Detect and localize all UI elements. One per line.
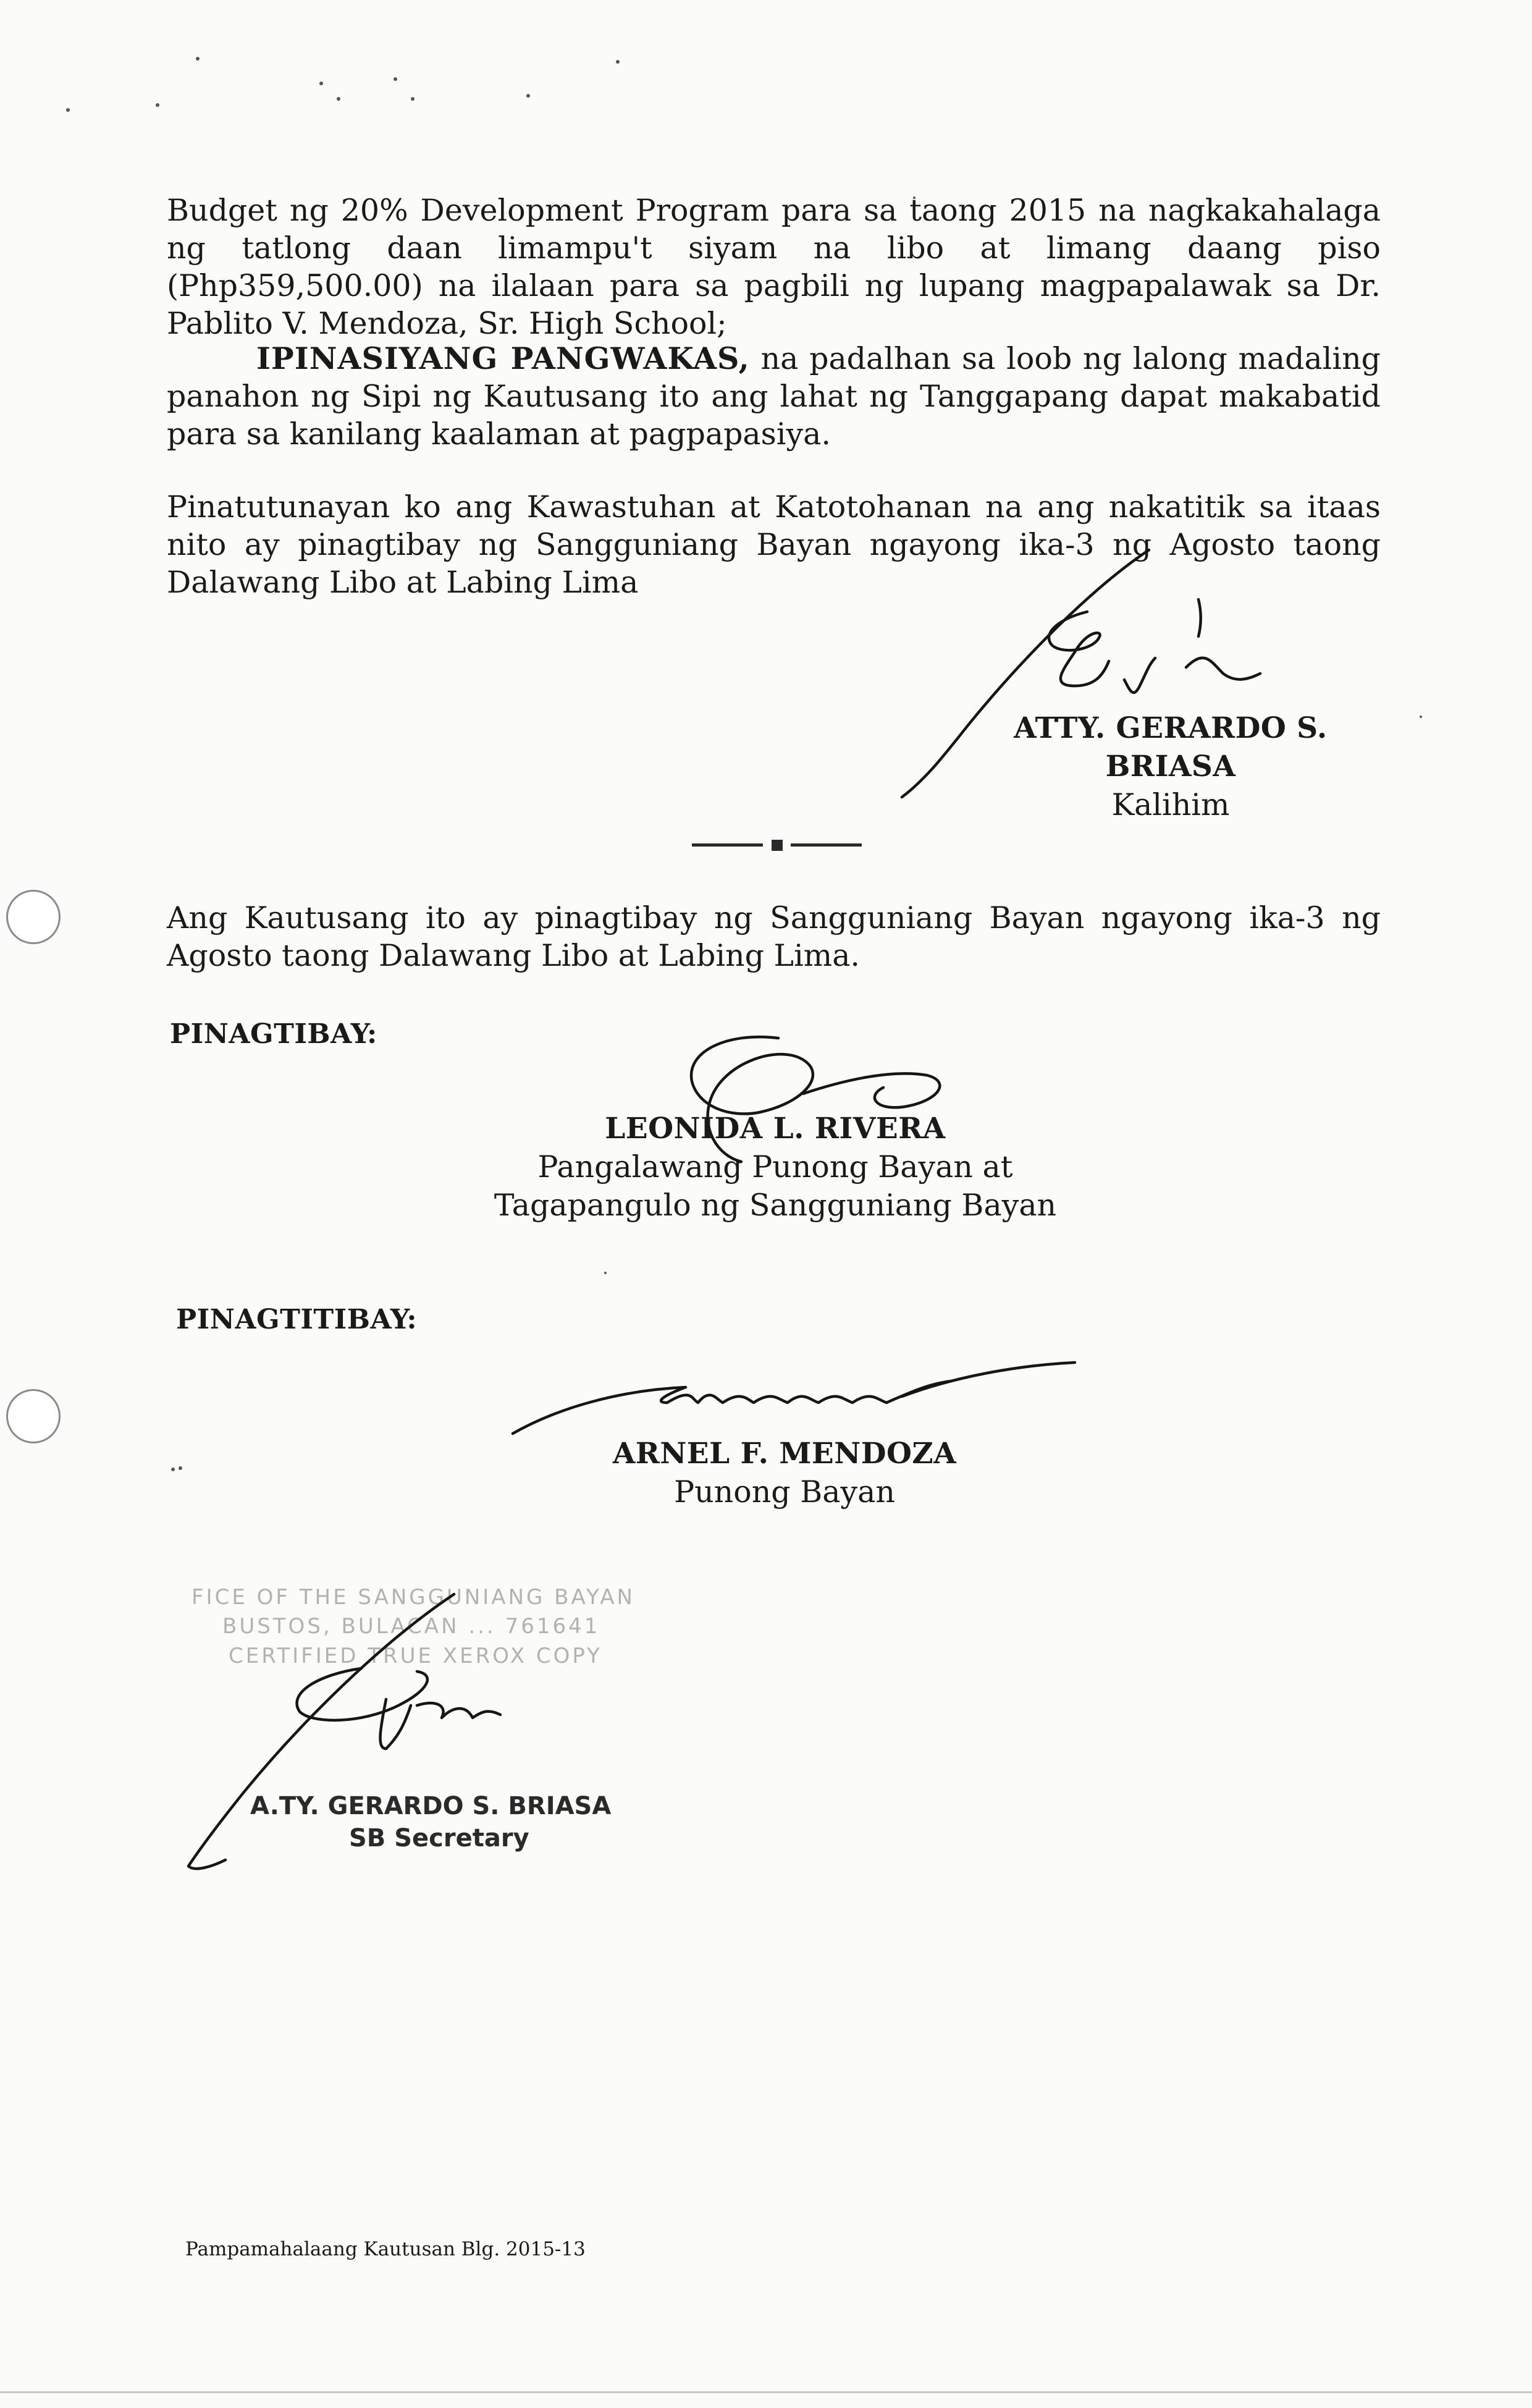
punch-hole-top (6, 890, 61, 944)
vice-mayor-name: LEONIDA L. RIVERA (605, 1112, 946, 1146)
stamp-line-3: CERTIFIED TRUE XEROX COPY (229, 1644, 602, 1668)
approval-paragraph: Ang Kautusang ito ay pinagtibay ng Sangguniang Bayan ngayong ika-3 ng Agosto taong Dalawang Libo at Labing Lima. (167, 900, 1381, 973)
certification-paragraph: Pinatutunayan ko ang Kawastuhan at Katotohanan na ang nakatitik sa itaas nito ay pinagtibay ng Sangguniang Bayan ngayong ika-3 ng Agosto taong Dalawang Libo at Labing Lima (167, 489, 1381, 600)
approved-label: PINAGTIBAY: (170, 1018, 377, 1050)
mayor-signature (507, 1353, 1087, 1446)
stamp-certifier-title: SB Secretary (349, 1824, 529, 1852)
stamp-line-1: FICE OF THE SANGGUNIANG BAYAN (192, 1585, 635, 1610)
stamp-certifier-name: A.TY. GERARDO S. BRIASA (250, 1792, 612, 1820)
mayor-block (537, 1435, 1032, 1511)
punch-hole-bottom (6, 1389, 61, 1443)
scan-edge (0, 2391, 1532, 2393)
document-footer: Pampamahalaang Kautusan Blg. 2015-13 (185, 2238, 586, 2260)
vice-mayor-title-line1: Pangalawang Punong Bayan at (537, 1149, 1013, 1185)
budget-paragraph: Budget ng 20% Development Program para sa taong 2015 na nagkakahalaga ng tatlong daan limampu't siyam na libo at limang daang piso (Php359,500.00) na ilalaan para sa pagbili ng lupang magpapalawak sa Dr. Pablito V. Mendoza, Sr. High School; (167, 193, 1381, 341)
vice-mayor-block (482, 1110, 1069, 1225)
stamp-line-2: BUSTOS, BULACAN ... 761641 (222, 1614, 600, 1639)
vice-mayor-title-line2: Tagapangulo ng Sangguniang Bayan (494, 1188, 1057, 1223)
secretary-title: Kalihim (1111, 787, 1230, 822)
ratified-label: PINAGTITIBAY: (176, 1304, 418, 1335)
section-divider (692, 836, 865, 855)
resolution-paragraph (167, 340, 1381, 453)
mayor-name: ARNEL F. MENDOZA (612, 1437, 957, 1471)
resolution-text: na padalhan sa loob ng lalong madaling panahon ng Sipi ng Kautusang ito ang lahat ng Tanggapang dapat makabatid para sa kanilang kaalaman at pagpapasiya. (167, 341, 1381, 452)
secretary-name: ATTY. GERARDO S. BRIASA (1014, 711, 1328, 784)
mayor-title: Punong Bayan (674, 1474, 895, 1510)
secretary-block (954, 709, 1387, 824)
resolution-keyword: IPINASIYANG PANGWAKAS, (256, 340, 750, 376)
